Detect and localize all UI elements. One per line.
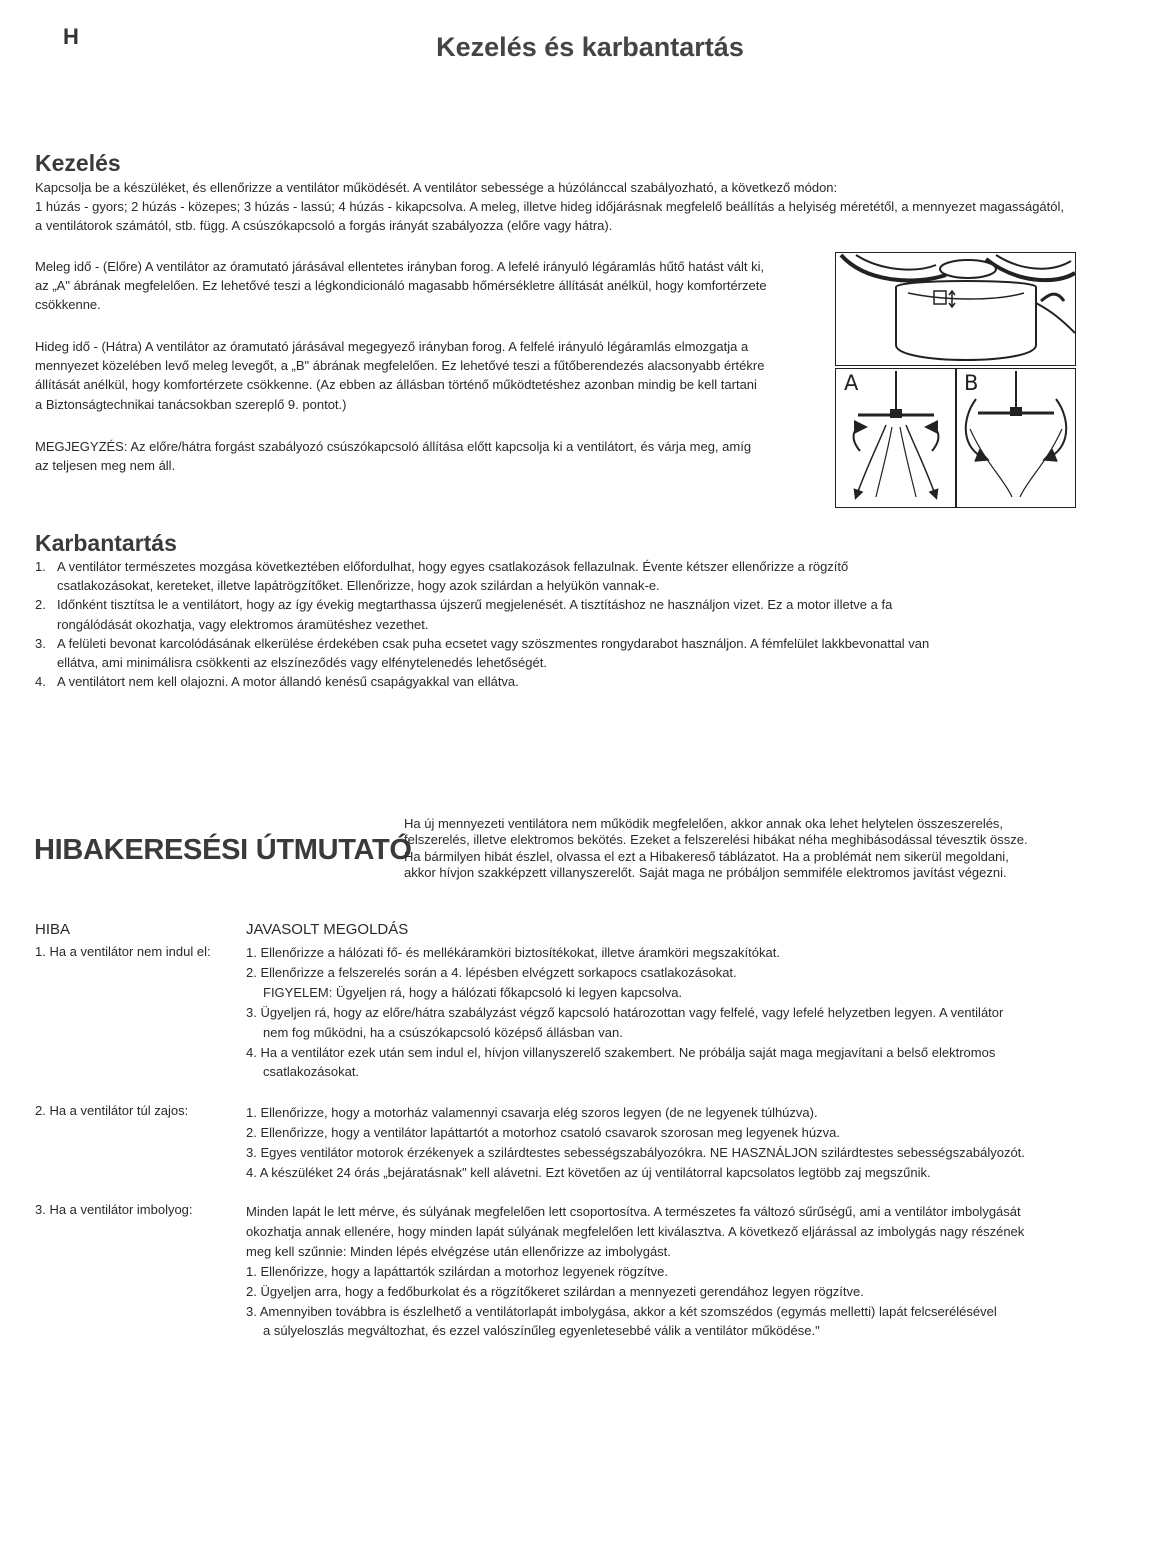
text-line: Hideg idő - (Hátra) A ventilátor az óramutató járásával megegyező irányban forog. A felfelé irányuló légáramlás elmozgatja a	[35, 339, 749, 354]
list-item	[35, 634, 1035, 672]
list-item-number: 4.	[35, 674, 46, 690]
page-title: Kezelés és karbantartás	[436, 32, 744, 62]
troubleshooting-intro	[404, 816, 1028, 882]
text-line: az teljesen meg nem áll.	[35, 458, 176, 474]
language-code: H	[63, 24, 79, 49]
text-line: MEGJEGYZÉS: Az előre/hátra forgást szabályozó csúszókapcsoló állítása előtt kapcsolja ki a ventilátort, és várja meg, amíg	[35, 439, 752, 454]
text-line: 1. Ellenőrizze, hogy a lapáttartók szilárdan a motorhoz legyenek rögzítve.	[246, 1263, 669, 1279]
text-line: csökkenne.	[35, 297, 101, 313]
text-line: az „A" ábrának megfelelően. Ez lehetővé teszi a légkondicionáló magasabb hőmérsékletre állítását anélkül, hogy komfortérzete	[35, 278, 767, 294]
fan-hub-icon	[940, 260, 996, 278]
solution-block	[246, 1103, 1025, 1183]
warm-weather-paragraph	[35, 257, 767, 315]
airflow-a-icon	[854, 371, 939, 497]
text-line: csatlakozásokat, kereteket, illetve lapátrögzítőket. Ellenőrizze, hogy azok szilárdan a helyükön vannak-e.	[57, 578, 660, 594]
text-line: Kapcsolja be a készüléket, és ellenőrizze a ventilátor működését. A ventilátor sebessége a húzólánccal szabályozható, a következő módon:	[35, 180, 838, 195]
maintenance-list	[35, 557, 1035, 691]
text-line: FIGYELEM: Ügyeljen rá, hogy a hálózati főkapcsoló ki legyen kapcsolva.	[263, 984, 683, 1000]
text-line: Meleg idő - (Előre) A ventilátor az óramutató járásával ellentetes irányban forog. A lefelé irányuló légáramlás hűtő hatást vált ki,	[35, 259, 765, 274]
text-line: Ha új mennyezeti ventilátora nem működik megfelelően, akkor annak oka lehet helytelen összeszerelés,	[404, 816, 1004, 831]
column-header-problem: HIBA	[35, 921, 71, 938]
text-line: 3. Egyes ventilátor motorok érzékenyek a szilárdtestes sebességszabályozókra. NE HASZNÁLJON szilárdtestes sebességszabályozót.	[246, 1144, 1025, 1160]
text-line: mennyezet közelében levő meleg levegőt, a „B" ábrának megfelelően. Ez lehetővé teszi a fűtőberendezés alacsonyabb értékre	[35, 358, 765, 374]
airflow-drawing	[836, 369, 1075, 507]
text-line: 3. Ügyeljen rá, hogy az előre/hátra szabályzást végző kapcsoló határozottan vagy felfelé, vagy lefelé helyzetben legyen. A ventilátor	[246, 1004, 1004, 1020]
problem-label: 3. Ha a ventilátor imbolyog:	[35, 1202, 193, 1217]
text-line: csatlakozásokat.	[263, 1064, 360, 1080]
fan-blade-left-inner-icon	[856, 255, 936, 270]
text-line: meg kell szűnnie: Minden lépés elvégzése után ellenőrizze az imbolygást.	[246, 1243, 671, 1259]
fan-blade-right-inner-icon	[996, 255, 1071, 269]
text-line: 3. Amennyiben továbbra is észlelhető a ventilátorlapát imbolygása, akkor a két szomszédos (egymás melletti) lapát felcserélésével	[246, 1303, 997, 1319]
text-line: rongálódását okozhatja, vagy elektromos áramütéshez vezethet.	[57, 616, 429, 632]
fan-motor-illustration	[835, 252, 1076, 366]
solution-block	[246, 943, 1003, 1082]
list-item	[35, 672, 1035, 691]
text-line: a Biztonságtechnikai tanácsokban szereplő 9. pontot.)	[35, 396, 347, 412]
list-item	[35, 557, 1035, 595]
motor-housing-icon	[896, 281, 1036, 360]
text-line: a súlyeloszlás megváltozhat, és ezzel valószínűleg egyenletesebbé válik a ventilátor működése."	[263, 1323, 820, 1339]
text-line: okozhatja annak ellenére, hogy minden lapát súlyának megfelelően lett kiválasztva. A következő eljárással az imbolygás nagy részének	[246, 1223, 1025, 1239]
text-line: 2. Ügyeljen arra, hogy a fedőburkolat és a rögzítőkeret szilárdan a mennyezeti gerendához legyen rögzítve.	[246, 1283, 864, 1299]
cold-weather-paragraph	[35, 337, 764, 414]
text-line: A ventilátort nem kell olajozni. A motor állandó kenésű csapágyakkal van ellátva.	[57, 674, 519, 690]
problem-label: 1. Ha a ventilátor nem indul el:	[35, 944, 211, 959]
text-line: 4. A készüléket 24 órás „bejáratásnak" kell alávetni. Ezt követően az új ventilátorral kapcsolatos legtöbb zaj megszűnik.	[246, 1164, 931, 1180]
text-line: Időnként tisztítsa le a ventilátort, hogy az így évekig megtarthassa újszerű megjelenését. A tisztításhoz ne használjon vizet. Ez a motor illetve a fa	[57, 597, 893, 613]
text-line: A ventilátor természetes mozgása következtében előfordulhat, hogy egyes csatlakozások fellazulnak. Évente kétszer ellenőrizze a rögzítő	[57, 559, 849, 574]
text-line: 4. Ha a ventilátor ezek után sem indul el, hívjon villanyszerelő szakembert. Ne próbálja saját maga megjavítani a belső elektromos	[246, 1044, 996, 1060]
airflow-diagram	[835, 368, 1076, 508]
airflow-b-icon	[966, 371, 1066, 497]
text-line: 1. Ellenőrizze, hogy a motorház valamennyi csavarja elég szoros legyen (de ne legyenek túlhúzva).	[246, 1105, 818, 1120]
problem-label: 2. Ha a ventilátor túl zajos:	[35, 1103, 189, 1118]
text-line: 2. Ellenőrizze a felszerelés során a 4. lépésben elvégzett sorkapocs csatlakozásokat.	[246, 964, 737, 980]
diagram-label-a: A	[844, 371, 859, 395]
text-line: Ha bármilyen hibát észlel, olvassa el ezt a Hibakereső táblázatot. Ha a problémát nem sikerül megoldani,	[404, 848, 1009, 864]
kezeles-intro	[35, 178, 1064, 236]
fan-motor-drawing	[836, 253, 1075, 365]
column-header-solution: JAVASOLT MEGOLDÁS	[246, 921, 409, 938]
list-item-number: 1.	[35, 559, 46, 574]
text-line: a ventilátorok számától, stb. függ. A csúszókapcsoló a forgás irányát szabályozza (előre vagy hátra).	[35, 218, 613, 234]
text-line: felszerelés, illetve elektromos bekötés. Ezeket a felszerelési hibákat néha meghibásodással tévesztik össze.	[404, 832, 1028, 848]
solution-block	[246, 1202, 1024, 1341]
list-item-number: 2.	[35, 597, 46, 613]
text-line: 1. Ellenőrizze a hálózati fő- és mellékáramköri biztosítékokat, illetve áramköri megszakítókat.	[246, 945, 780, 960]
text-line: nem fog működni, ha a csúszókapcsoló középső állásban van.	[263, 1024, 623, 1040]
text-line: ellátva, ami minimálisra csökkenti az elszíneződés vagy elfénytelenedés lehetőségét.	[57, 655, 547, 671]
text-line: Minden lapát le lett mérve, és súlyának megfelelően lett csoportosítva. A természetes fa változó sűrűségű, ami a ventilátor imbolygását	[246, 1204, 1021, 1219]
diagram-label-b: B	[964, 371, 979, 395]
text-line: A felületi bevonat karcolódásának elkerülése érdekében csak puha ecsetet vagy szöszmentes rongydarabot használjon. A fémfelület lakkbevonattal van	[57, 635, 930, 651]
list-item	[35, 595, 1035, 633]
text-line: állítását anélkül, hogy komfortérzete csökkenne. (Az ebben az állásban történő működtetéshez azonban mindig be kell tartani	[35, 377, 757, 393]
text-line: akkor hívjon szakképzett villanyszerelőt. Saját maga ne próbáljon semmiféle elektromos javítást végezni.	[404, 865, 1007, 881]
section-heading-karbantartas: Karbantartás	[35, 530, 177, 556]
troubleshooting-title: HIBAKERESÉSI ÚTMUTATÓ	[34, 834, 412, 866]
section-heading-kezeles: Kezelés	[35, 150, 121, 176]
list-item-number: 3.	[35, 635, 46, 651]
text-line: 2. Ellenőrizze, hogy a ventilátor lapáttartót a motorhoz csatoló csavarok szorosan meg legyenek húzva.	[246, 1124, 840, 1140]
fan-blade-right-icon	[986, 259, 1075, 280]
note-paragraph	[35, 437, 751, 475]
text-line: 1 húzás - gyors; 2 húzás - közepes; 3 húzás - lassú; 4 húzás - kikapcsolva. A meleg, illetve hideg időjárásnak megfelelő beállítás a helyiség méretétől, a mennyezet magasságától,	[35, 199, 1064, 215]
